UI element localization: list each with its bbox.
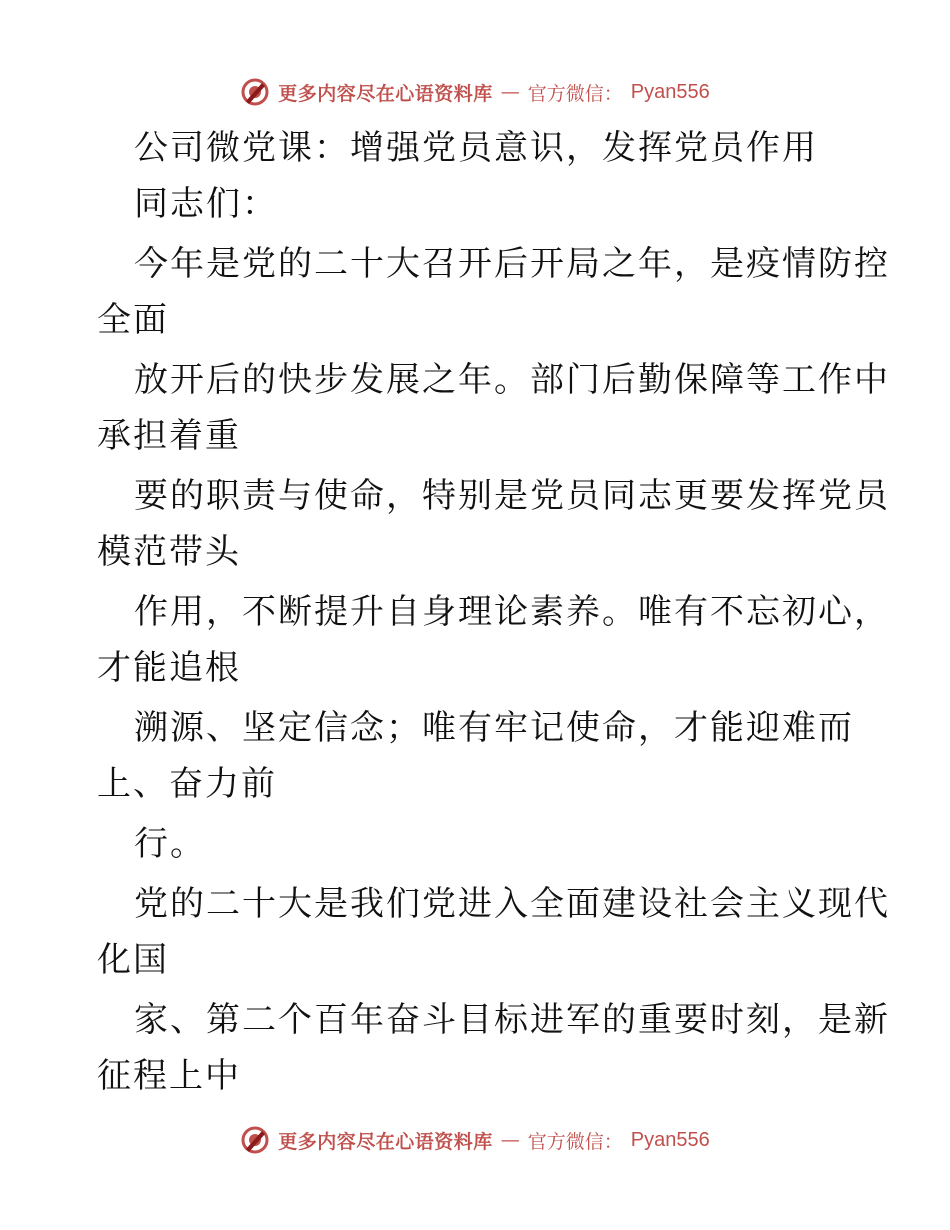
pen-logo-icon [240,77,270,107]
footer-banner-text: 更多内容尽在心语资料库 [278,1130,493,1153]
paragraph-line: 上、奋力前 [97,764,277,804]
footer-wechat-id: Pyan556 [630,1128,710,1151]
paragraph-line: 溯源、坚定信念；唯有牢记使命，才能迎难而 [134,708,854,748]
paragraph-line: 党的二十大是我们党进入全面建设社会主义现代 [134,884,890,924]
paragraph-line: 放开后的快步发展之年。部门后勤保障等工作中 [134,360,890,400]
paragraph-line: 家、第二个百年奋斗目标进军的重要时刻，是新 [134,1000,890,1040]
header-banner-text: 更多内容尽在心语资料库 [278,82,493,105]
paragraph-line: 要的职责与使命，特别是党员同志更要发挥党员 [134,476,890,516]
page-footer-banner [0,1120,950,1160]
paragraph-line: 全面 [97,300,169,340]
header-separator: — [500,81,520,103]
paragraph-line: 行。 [134,824,206,864]
salutation: 同志们： [134,184,278,224]
paragraph-line: 作用，不断提升自身理论素养。唯有不忘初心， [134,592,890,632]
paragraph-line: 化国 [97,940,169,980]
paragraph-line: 承担着重 [97,416,241,456]
paragraph-line: 才能追根 [97,648,241,688]
header-wechat-label: 官方微信： [527,82,623,105]
header-wechat-id: Pyan556 [630,80,710,103]
footer-wechat-label: 官方微信： [527,1130,623,1153]
pen-logo-icon [240,1125,270,1155]
footer-separator: — [500,1129,520,1151]
page-header-banner [0,72,950,112]
document-title: 公司微党课：增强党员意识，发挥党员作用 [134,128,818,168]
paragraph-line: 模范带头 [97,532,241,572]
paragraph-line: 征程上中 [97,1056,241,1096]
paragraph-line: 今年是党的二十大召开后开局之年，是疫情防控 [134,244,890,284]
